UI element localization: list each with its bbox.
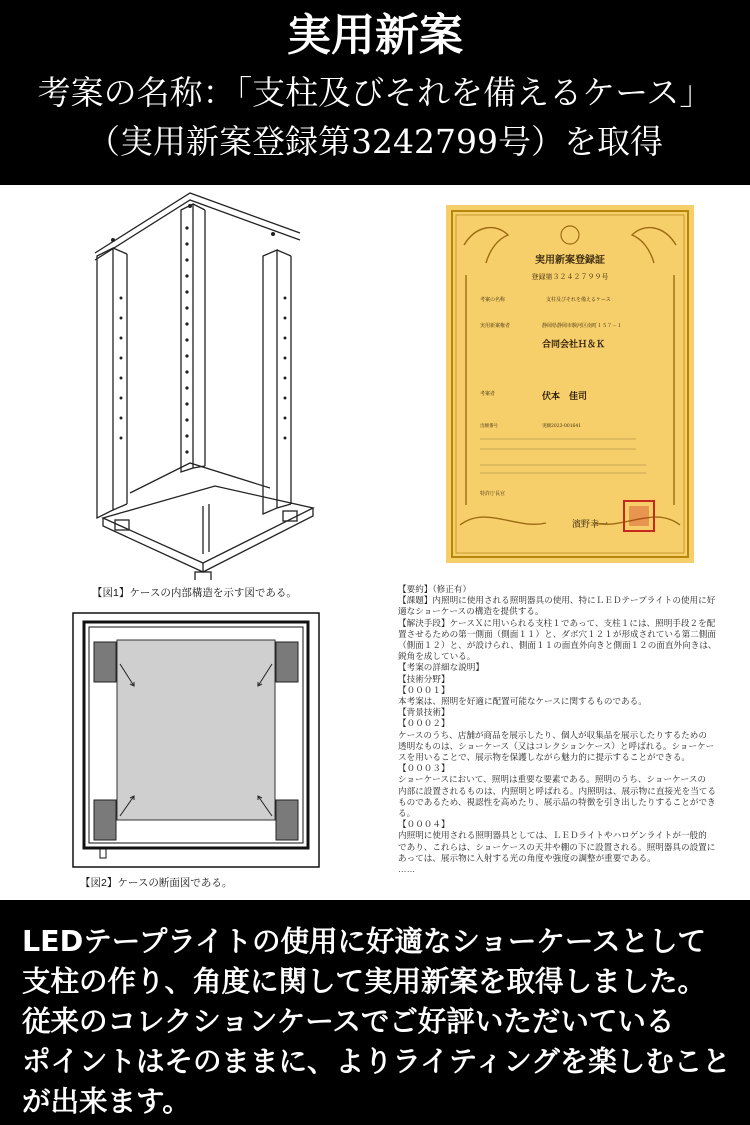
- footer-line-1: LEDテープライトの使用に好適なショーケースとして: [22, 925, 707, 958]
- abstract-text-block: [398, 584, 734, 875]
- abstract-line: 【０００１】: [398, 684, 450, 695]
- certificate-official: 特許庁長官: [480, 491, 506, 497]
- abstract-line: 【０００２】: [398, 718, 450, 729]
- certificate-device-title: 支柱及びそれを備えるケース: [546, 297, 611, 303]
- figure-1-caption: 【図1】ケースの内部構造を示す図である。: [92, 587, 297, 599]
- abstract-line: 透明なものは、ショーケース（又はコレクションケース）と呼ばれる。ショーケー: [398, 740, 715, 751]
- footer-line-4: ポイントはそのままに、よりライティングを楽しむこと: [22, 1045, 731, 1078]
- figure-1-case-structure: [85, 188, 325, 580]
- abstract-line: ケースのうち、店舗が商品を展示したり、個人が収集品を展示したりするための: [398, 729, 707, 740]
- device-name-heading: 考案の名称：「支柱及びそれを備えるケース」: [37, 73, 713, 112]
- abstract-line: 【解決手段】ケースＸに用いられる支柱１であって、支柱１には、照明手段２を配: [398, 617, 716, 628]
- abstract-line: 内照明に使用される照明器具としては、ＬＥＤライトやハロゲンライトが一般的: [398, 830, 707, 841]
- certificate-signature: 濱野幸一: [572, 520, 609, 530]
- abstract-line: ……: [398, 864, 416, 875]
- abstract-line: 【０００３】: [398, 763, 450, 774]
- abstract-line: 【０００４】: [398, 819, 450, 830]
- certificate-holder-label: 実用新案権者: [480, 323, 511, 329]
- figure-2-caption: 【図2】ケースの断面図である。: [80, 877, 233, 889]
- certificate-creator-label: 考案者: [480, 391, 496, 397]
- footer-line-3: 従来のコレクションケースでご好評いただいている: [22, 1005, 675, 1038]
- certificate-app-number-label: 出願番号: [480, 424, 498, 429]
- certificate-heading: 実用新案登録証: [535, 255, 605, 266]
- abstract-line: 適なショーケースの構造を提供する。: [398, 606, 544, 617]
- abstract-line: る。: [398, 808, 416, 819]
- certificate-holder: 合同会社Ｈ＆Ｋ: [542, 340, 606, 350]
- abstract-line: 置させるための第一側面（側面１１）と、ダボ穴１２１が形成されている第二側面: [398, 628, 716, 639]
- certificate-app-number: 実願2023-001641: [542, 424, 582, 429]
- abstract-line: 【背景技術】: [398, 707, 450, 718]
- certificate-creator: 伏本 佳司: [542, 392, 588, 402]
- abstract-line: （側面１２）と、が設けられ、側面１１の面直外向きと側面１２の面直外向きは、: [398, 640, 717, 651]
- abstract-line: スを用いることで、展示物を保護しながら魅力的に提示することができる。: [398, 752, 691, 763]
- abstract-line: 本考案は、照明を好適に配置可能なケースに関するものである。: [398, 696, 647, 707]
- abstract-line: 【技術分野】: [398, 673, 450, 684]
- abstract-line: 【考案の詳細な説明】: [398, 662, 484, 673]
- footer-line-2: 支柱の作り、角度に関して実用新案を取得しました。: [22, 965, 707, 998]
- footer-banner: [0, 900, 750, 1125]
- certificate-device-title-label: 考案の名称: [480, 297, 506, 303]
- footer-description: [22, 922, 737, 1122]
- abstract-line: 内部に設置されるものは、内照明と呼ばれる。内照明は、展示物に直接光を当てる: [398, 785, 716, 796]
- header-banner: [0, 0, 750, 185]
- certificate-address: 静岡県静岡市駿河区南町１５７－１: [542, 323, 623, 329]
- abstract-line: 鋭角を成している。: [398, 651, 476, 662]
- abstract-line: であり、これらは、ショーケースの天井や棚の下に設置される。照明器具の設置に: [398, 841, 716, 852]
- abstract-line: あっては、展示物に入射する光の角度や強度の調整が重要である。: [398, 852, 656, 863]
- footer-line-5: が出来ます。: [22, 1085, 191, 1118]
- certificate-number: 登録第３２４２７９９号: [531, 273, 609, 281]
- abstract-line: 【要約】（修正有）: [398, 584, 472, 594]
- abstract-line: ショーケースにおいて、照明は重要な要素である。照明のうち、ショーケースの: [398, 774, 707, 785]
- abstract-line: 【課題】内照明に使用される照明器具の使用、特にＬＥＤテープライトの使用に好: [398, 595, 716, 606]
- registration-heading: （実用新案登録第3242799号）を取得: [87, 122, 663, 161]
- figure-2-case-section: [72, 612, 320, 868]
- utility-model-certificate: [446, 205, 694, 563]
- abstract-line: ものであるため、視認性を高めたり、展示品の特徴を引き出したりすることができ: [398, 796, 716, 807]
- page-title: 実用新案: [287, 10, 463, 61]
